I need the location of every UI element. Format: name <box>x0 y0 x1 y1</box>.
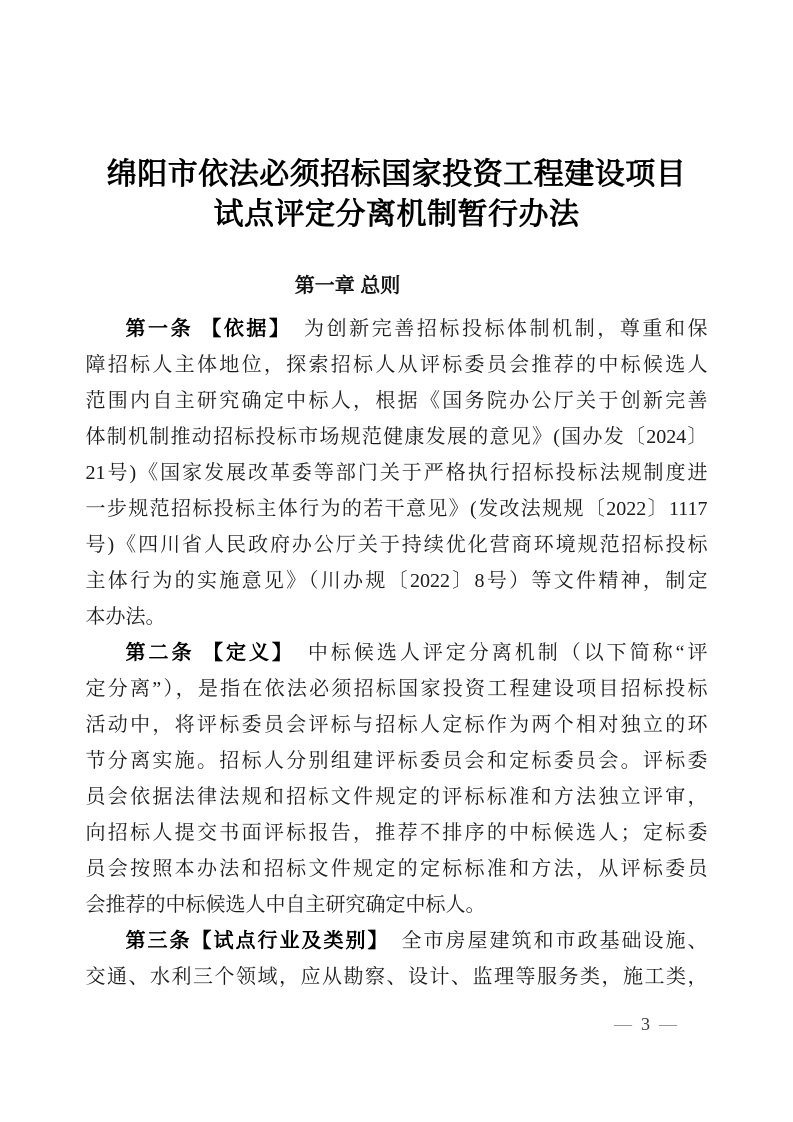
article-2-line: 活动中，将评标委员会评标与招标人定标作为两个相对独立的环 <box>85 714 708 736</box>
article-1-line: 第一条 【依据】 为创新完善招标投标体制机制，尊重和保 <box>125 318 708 340</box>
article-1-line: 一步规范招标投标主体行为的若干意见》(发改法规规〔2022〕1117 <box>85 498 708 520</box>
article-2-line: 会推荐的中标候选人中自主研究确定中标人。 <box>85 894 486 916</box>
article-number-label: 第一条 【依据】 <box>125 318 282 340</box>
article-2-line: 员会依据法律法规和招标文件规定的评标标准和方法独立评审， <box>85 786 708 808</box>
page-number-value: 3 <box>641 1014 650 1034</box>
title-line-2: 试点评定分离机制暂行办法 <box>213 198 580 231</box>
document-body <box>86 311 708 995</box>
article-2-line: 第二条 【定义】 中标候选人评定分离机制（以下简称“评 <box>125 642 708 664</box>
document-title <box>0 0 793 235</box>
article-1-line: 主体行为的实施意见》（川办规〔2022〕8号）等文件精神，制定 <box>85 570 708 592</box>
article-3-line: 交通、水利三个领域，应从勘察、设计、监理等服务类，施工类， <box>85 966 708 988</box>
article-1-line: 范围内自主研究确定中标人，根据《国务院办公厅关于创新完善 <box>85 390 708 412</box>
article-number-label: 第三条【试点行业及类别】 <box>125 930 380 952</box>
page-number-dash-left: — <box>614 1014 632 1034</box>
article-1-line: 体制机制推动招标投标市场规范健康发展的意见》(国办发〔2024〕 <box>85 426 708 448</box>
page-number <box>614 1013 677 1035</box>
chapter-heading: 第一章 总则 <box>294 275 401 297</box>
article-3-line: 第三条【试点行业及类别】 全市房屋建筑和市政基础设施、 <box>125 930 708 952</box>
article-1-line: 号)《四川省人民政府办公厅关于持续优化营商环境规范招标投标 <box>85 534 708 556</box>
article-number-label: 第二条 【定义】 <box>125 642 285 664</box>
article-2-line: 节分离实施。招标人分别组建评标委员会和定标委员会。评标委 <box>85 750 708 772</box>
article-2-line: 向招标人提交书面评标报告，推荐不排序的中标候选人；定标委 <box>85 822 708 844</box>
title-line-1: 绵阳市依法必须招标国家投资工程建设项目 <box>106 158 687 191</box>
article-1-line: 本办法。 <box>85 606 166 628</box>
article-2-line: 定分离”），是指在依法必须招标国家投资工程建设项目招标投标 <box>85 678 708 700</box>
page-number-dash-right: — <box>659 1014 677 1034</box>
article-2-line: 员会按照本办法和招标文件规定的定标标准和方法，从评标委员 <box>85 858 708 880</box>
article-1-line: 21号)《国家发展改革委等部门关于严格执行招标投标法规制度进 <box>85 462 708 484</box>
article-1-line: 障招标人主体地位，探索招标人从评标委员会推荐的中标候选人 <box>85 354 708 376</box>
